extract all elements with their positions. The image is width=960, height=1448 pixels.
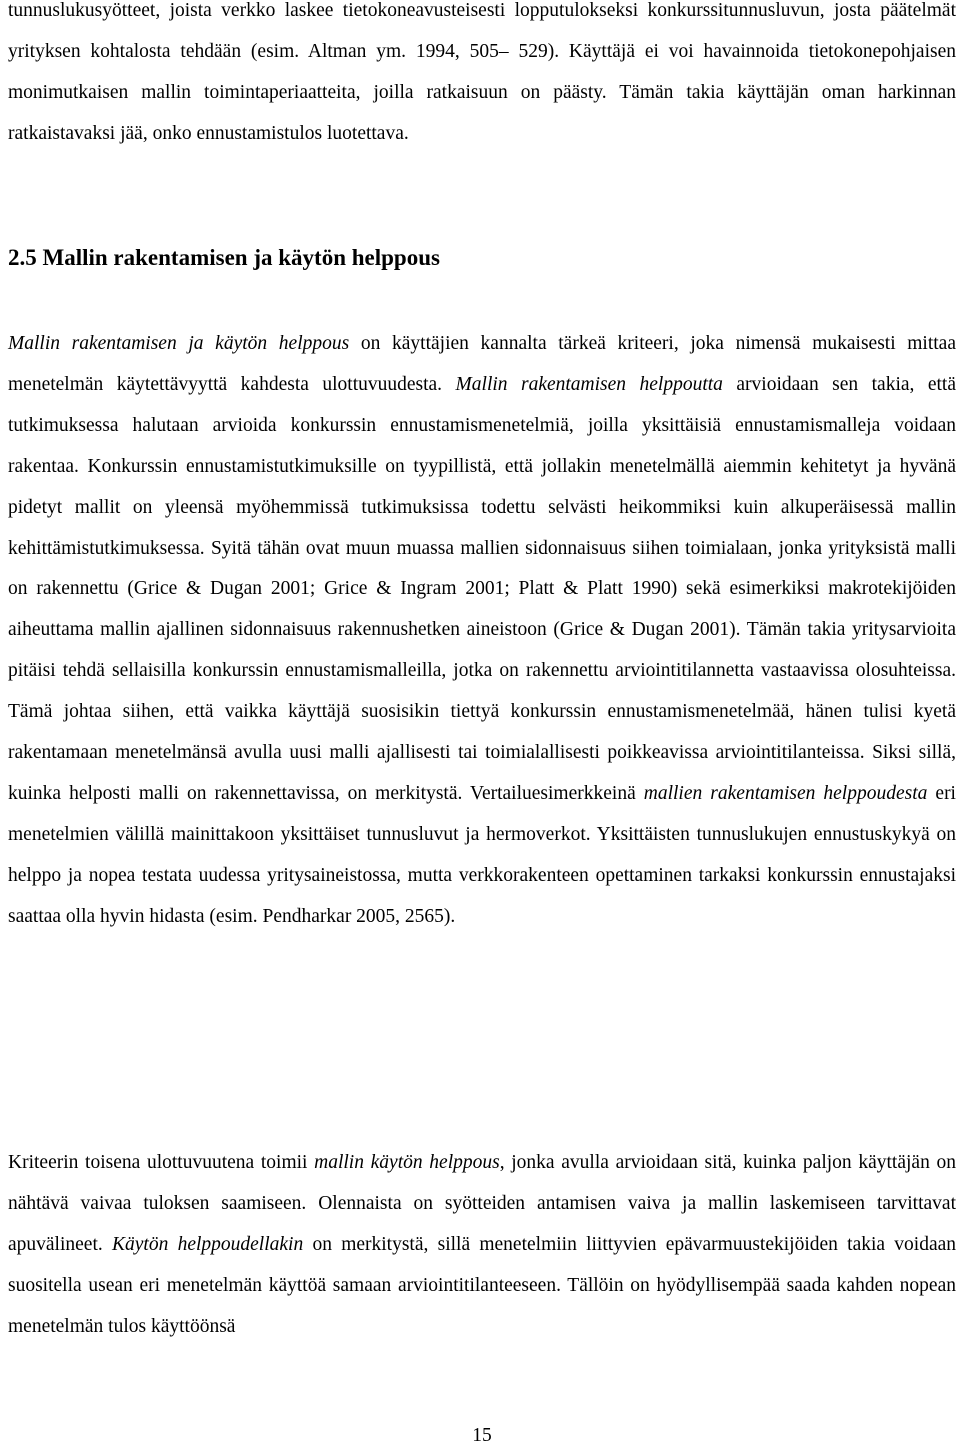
paragraph-text: , jonka avulla arvioidaan sitä, kuinka paljon käyttäjän on nähtävä vaivaa tuloksen saamiseen. Olennaista on syötteiden antamisen vaiva ja mallin laskemiseen tarvittavat apuvälineet. <box>8 1152 956 1255</box>
emphasis-term: mallien rakentamisen helppoudesta <box>643 782 928 804</box>
paragraph-text: tunnuslukusyötteet, joista verkko laskee tietokoneavusteisesti lopputulokseksi konkurssitunnusluvun, josta päätelmät yrityksen kohtalosta tehdään (esim. Altman ym. 1994, 505– 529). Käyttäjä ei voi havainnoida tietokonepohjaisen monimutkaisen mallin toimintaperiaatteita, joilla ratkaisuun on päästy. Tämän takia käyttäjän oman harkinnan ratkaistavaksi jää, onko ennustamistulos luotettava. <box>8 0 956 144</box>
paragraph-second <box>8 1143 956 1348</box>
paragraph-text: on käyttäjien kannalta tärkeä kriteeri, joka nimensä mukaisesti mittaa menetelmän käytettävyyttä kahdesta ulottuvuudesta. <box>8 333 956 395</box>
paragraph-text: on merkitystä, sillä menetelmiin liittyvien epävarmuustekijöiden takia voidaan suositella usean eri menetelmän käyttöä samaan arviointitilanteeseen. Tällöin on hyödyllisempää saada kahden nopean menetelmän tulos käyttöönsä <box>8 1233 957 1337</box>
paragraph-main <box>8 324 956 938</box>
paragraph-text: eri menetelmien välillä mainittakoon yksittäiset tunnusluvut ja hermoverkot. Yksittäisten tunnuslukujen ennustuskykyä on helppo ja nopea testata uudessa yritysaineistossa, mutta verkkorakenteen opettaminen tarkaksi konkurssin ennustajaksi saattaa olla hyvin hidasta (esim. Pendharkar 2005, 2565). <box>8 782 956 927</box>
emphasis-term: Mallin rakentamisen helppoutta <box>455 373 723 395</box>
section-heading: 2.5 Mallin rakentamisen ja käytön helppous <box>8 245 440 270</box>
emphasis-term: mallin käytön helppous <box>314 1152 500 1173</box>
page-number: 15 <box>472 1425 492 1446</box>
emphasis-term: Käytön helppoudellakin <box>112 1233 304 1255</box>
document-page <box>8 0 956 1446</box>
emphasis-term: Mallin rakentamisen ja käytön helppous <box>8 333 350 354</box>
paragraph-text: Kriteerin toisena ulottuvuutena toimii <box>8 1152 315 1173</box>
paragraph-text: arvioidaan sen takia, että tutkimuksessa halutaan arvioida konkurssin ennustamismenetelmiä, joilla yksittäisiä ennustamismalleja voidaan rakentaa. Konkurssin ennustamistutkimuksille on tyypillistä, että jollakin menetelmällä aiemmin kehitetyt ja hyvänä pidetyt mallit on yleensä myöhemmissä tutkimuksissa todettu selvästi heikommiksi kuin alkuperäisessä mallin kehittämistutkimuksessa. Syitä tähän ovat muun muassa mallien sidonnaisuus siihen toimialaan, jonka yrityksistä malli on rakennettu (Grice & Dugan 2001; Grice & Ingram 2001; Platt & Platt 1990) sekä esimerkiksi makrotekijöiden aiheuttama mallin ajallinen sidonnaisuus rakennushetken aineistoon (Grice & Dugan 2001). Tämän takia yritysarvioita pitäisi tehdä sellaisilla konkurssin ennustamismalleilla, jotka on rakennettu arviointitilannetta vastaavissa olosuhteissa. Tämä johtaa siihen, että vaikka käyttäjä suosisikin tiettyä konkurssin ennustamismenetelmää, hänen tulisi kyetä rakentamaan menetelmänsä avulla uusi malli ajallisesti tai toimialallisesti poikkeavissa arviointitilanteissa. Siksi sillä, kuinka helposti malli on rakennettavissa, on merkitystä. Vertailuesimerkkeinä <box>8 373 956 804</box>
paragraph-continued <box>8 0 956 155</box>
